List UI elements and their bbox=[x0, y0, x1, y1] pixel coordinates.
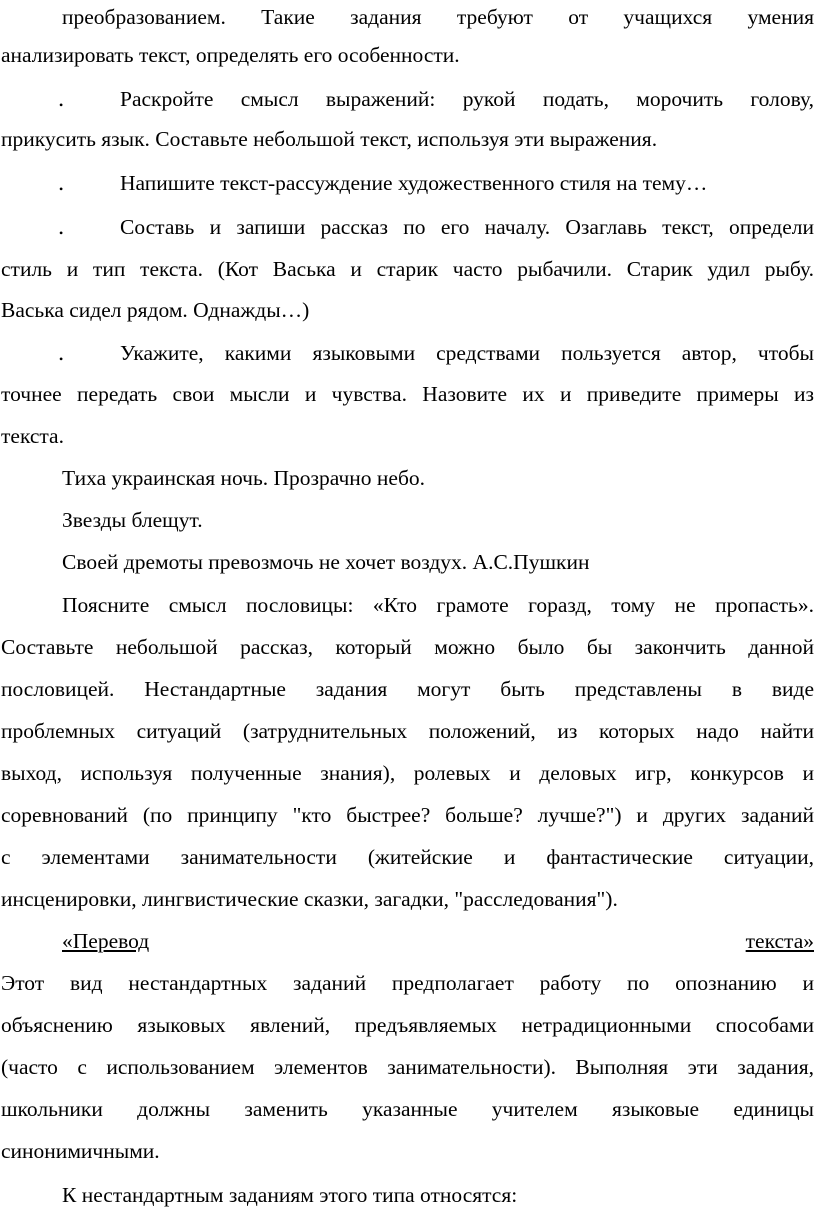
poem-line-2: Звезды блещут. bbox=[62, 508, 203, 532]
proverb-line-8: инсценировки, лингвистические сказки, загадки, "расследования"). bbox=[1, 887, 618, 911]
translation-line-1: Этот вид нестандартных заданий предполагает работу по опознанию и bbox=[1, 971, 814, 995]
intro-line-1: преобразованием. Такие задания требуют от учащихся умения bbox=[62, 5, 814, 29]
translation-line-4: школьники должны заменить указанные учителем языковые единицы bbox=[1, 1097, 814, 1121]
poem-line-1: Тиха украинская ночь. Прозрачно небо. bbox=[62, 466, 426, 490]
bullet-3-line-1: Составь и запиши рассказ по его началу. Озаглавь текст, определи bbox=[120, 215, 814, 239]
poem-line-3: Своей дремоты превозмочь не хочет воздух. А.С.Пушкин bbox=[62, 550, 590, 574]
section-heading-right: текста» bbox=[745, 929, 814, 953]
proverb-line-4: проблемных ситуаций (затруднительных положений, из которых надо найти bbox=[1, 719, 814, 743]
closing-line: К нестандартным заданиям этого типа относятся: bbox=[62, 1183, 518, 1207]
bullet-3-line-2: стиль и тип текста. (Кот Васька и старик часто рыбачили. Старик удил рыбу. bbox=[1, 257, 814, 281]
bullet-4-line-1: Укажите, какими языковыми средствами пользуется автор, чтобы bbox=[120, 341, 814, 365]
proverb-line-1: Поясните смысл пословицы: «Кто грамоте горазд, тому не пропасть». bbox=[62, 593, 814, 617]
bullet-4-line-3: текста. bbox=[1, 424, 64, 448]
translation-line-3: (часто с использованием элементов занимательности). Выполняя эти задания, bbox=[1, 1055, 814, 1079]
bullet-4-line-2: точнее передать свои мысли и чувства. Назовите их и приведите примеры из bbox=[1, 382, 814, 406]
bullet-2-line-1: Напишите текст-рассуждение художественного стиля на тему… bbox=[120, 171, 708, 195]
intro-line-2: анализировать текст, определять его особенности. bbox=[1, 43, 460, 67]
proverb-line-7: с элементами занимательности (житейские и фантастические ситуации, bbox=[1, 845, 814, 869]
bullet-1-line-2: прикусить язык. Составьте небольшой текст, используя эти выражения. bbox=[1, 127, 658, 151]
translation-line-2: объяснению языковых явлений, предъявляемых нетрадиционными способами bbox=[1, 1013, 814, 1037]
section-heading bbox=[62, 928, 814, 955]
translation-line-5: синонимичными. bbox=[1, 1139, 160, 1163]
bullet-marker: • bbox=[59, 182, 64, 196]
bullet-3-line-3: Васька сидел рядом. Однажды…) bbox=[1, 298, 310, 322]
proverb-line-6: соревнований (по принципу "кто быстрее? больше? лучше?") и других заданий bbox=[1, 803, 814, 827]
proverb-line-3: пословицей. Нестандартные задания могут быть представлены в виде bbox=[1, 677, 814, 701]
bullet-marker: • bbox=[59, 352, 64, 366]
proverb-line-2: Составьте небольшой рассказ, который можно было бы закончить данной bbox=[1, 635, 814, 659]
bullet-marker: • bbox=[59, 98, 64, 112]
section-heading-left: «Перевод bbox=[62, 929, 150, 953]
proverb-line-5: выход, используя полученные знания), ролевых и деловых игр, конкурсов и bbox=[1, 761, 814, 785]
bullet-1-line-1: Раскройте смысл выражений: рукой подать, морочить голову, bbox=[120, 87, 814, 111]
bullet-marker: • bbox=[59, 226, 64, 240]
